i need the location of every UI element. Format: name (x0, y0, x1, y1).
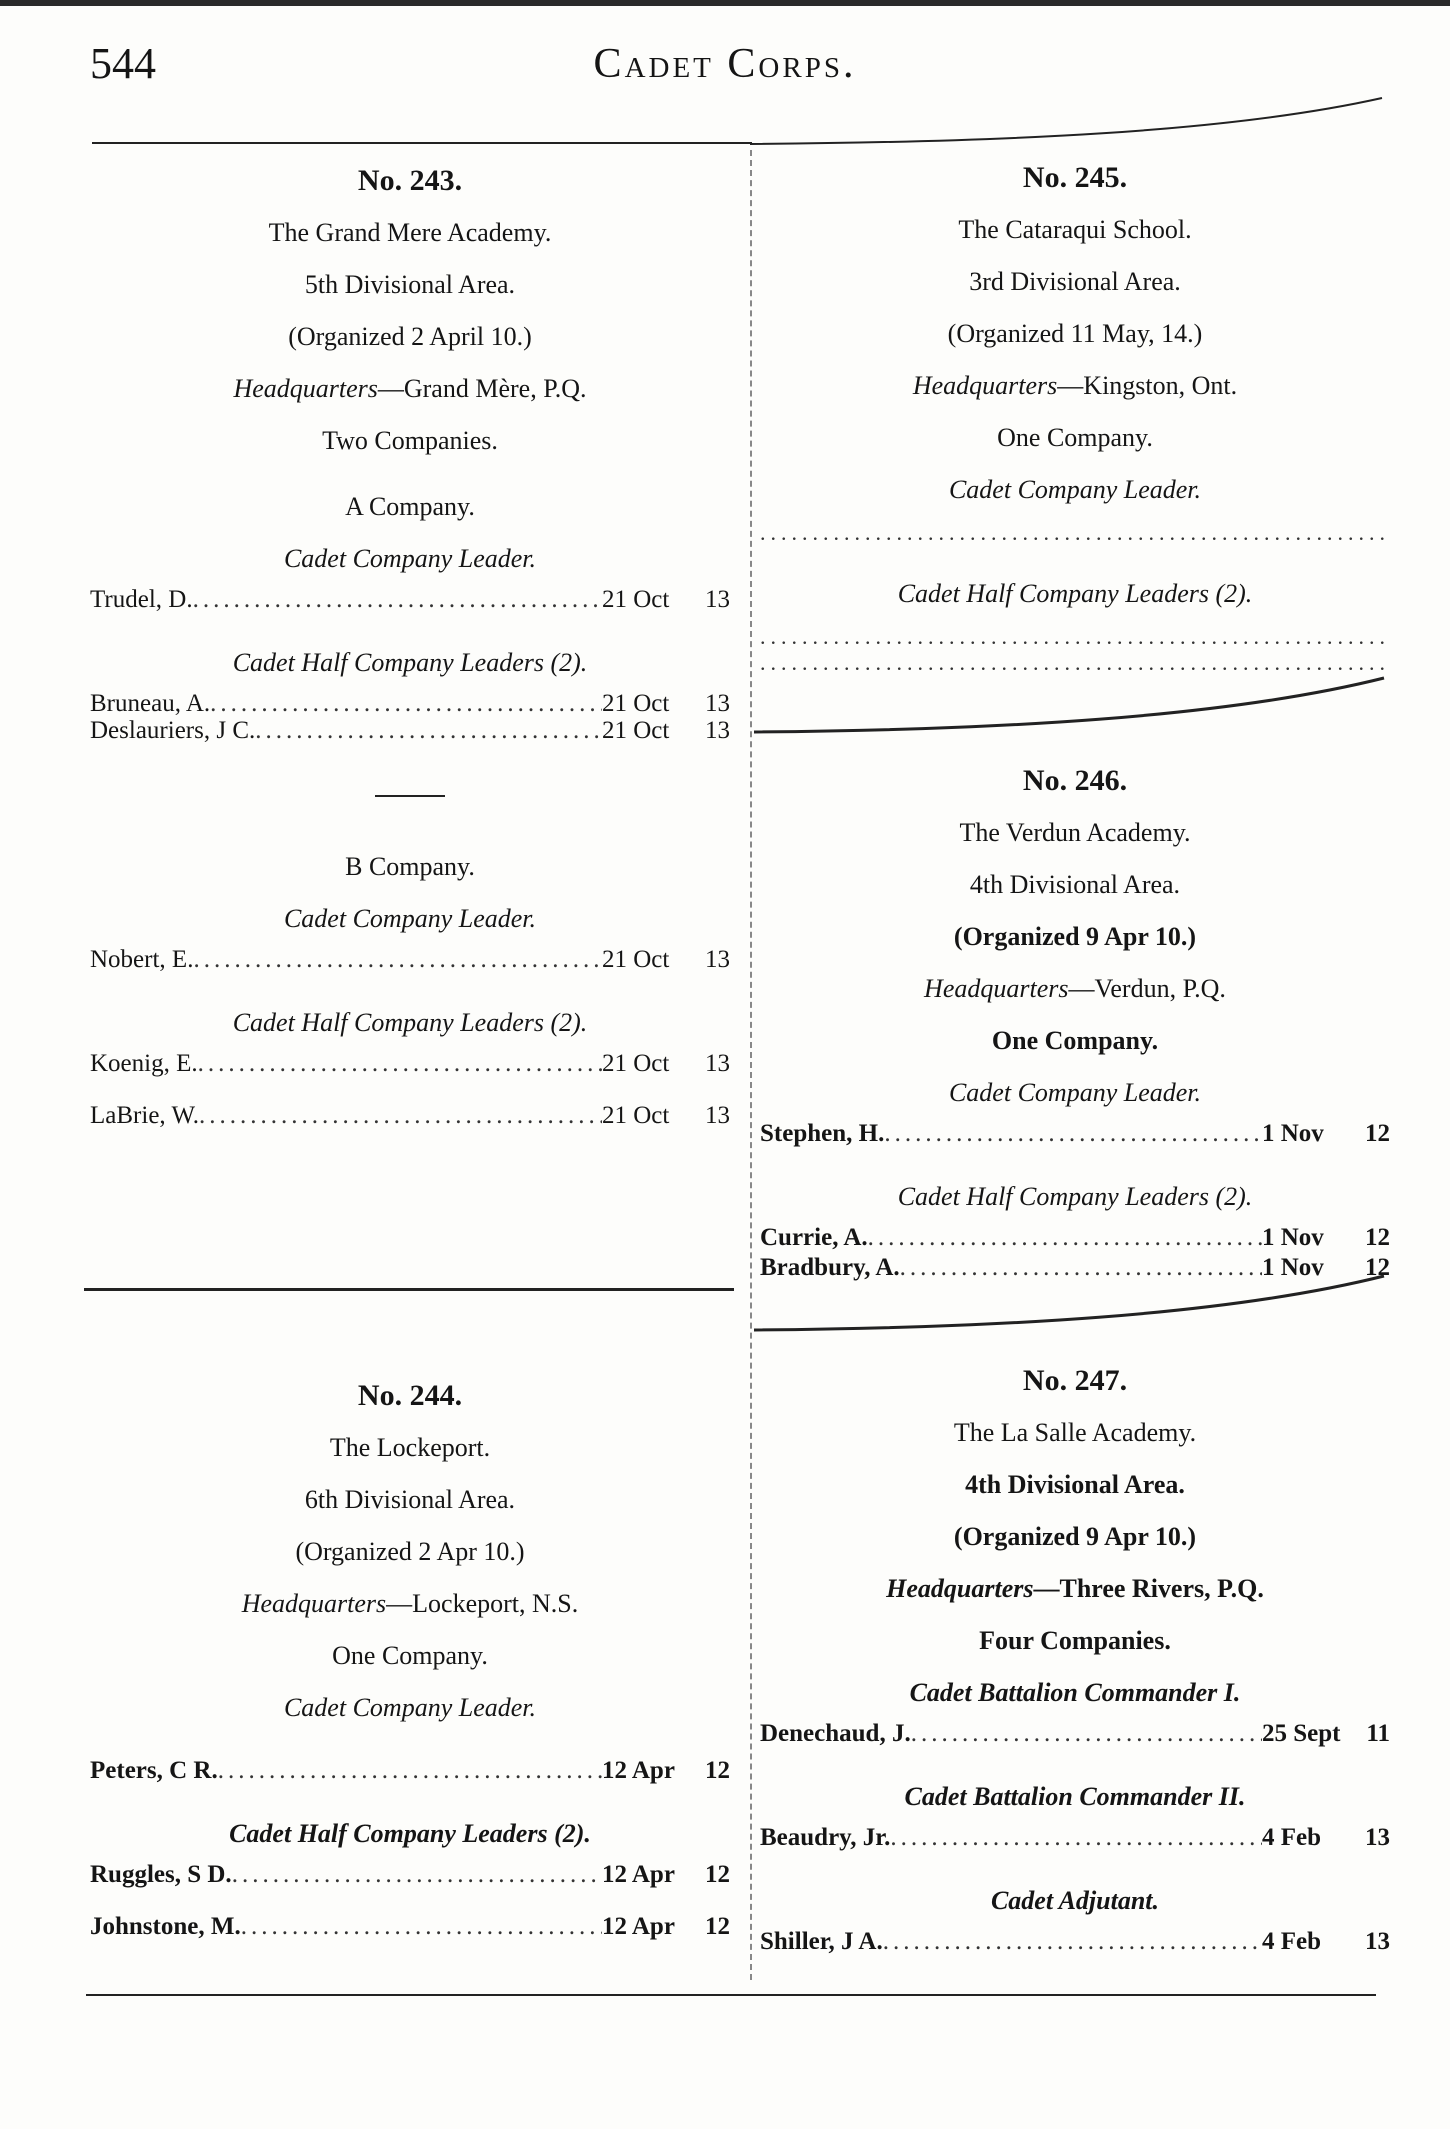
hq-value: —Three Rivers, P.Q. (1033, 1574, 1264, 1603)
hq-label: Headquarters (241, 1589, 387, 1618)
blank-dot-line (760, 624, 1390, 646)
unit-area: 3rd Divisional Area. (969, 267, 1181, 296)
leader-heading: Cadet Company Leader. (948, 475, 1202, 504)
unit-number: No. 243. (357, 164, 463, 197)
entry-date: 1 Nov (1262, 1254, 1324, 1281)
leader-heading: Cadet Company Leader. (283, 904, 537, 933)
entry-name: Trudel, D. (90, 586, 193, 613)
entry-year: 13 (705, 946, 730, 973)
battalion-commander-2-heading: Cadet Battalion Commander II. (904, 1782, 1246, 1811)
company-separator-rule (375, 795, 445, 797)
header-rule (92, 142, 752, 144)
top-edge-bar (0, 0, 1450, 6)
company-title: A Company. (345, 492, 475, 521)
entry-date: 12 Apr (602, 1757, 675, 1784)
section-rule (84, 1288, 734, 1291)
roster-entry (760, 1119, 1390, 1149)
half-leader-heading: Cadet Half Company Leaders (2). (232, 648, 588, 677)
entry-date: 1 Nov (1262, 1224, 1324, 1251)
blank-dot-line (760, 650, 1390, 672)
roster-entry (90, 689, 730, 719)
roster-entry (90, 945, 730, 975)
entry-year: 12 (1365, 1254, 1390, 1281)
company-title: B Company. (345, 852, 475, 881)
unit-247 (760, 1355, 1390, 1957)
column-divider (750, 150, 752, 1980)
entry-year: 13 (705, 1050, 730, 1077)
leader-heading: Cadet Company Leader. (283, 1693, 537, 1722)
running-head (0, 40, 1450, 88)
unit-organized: (Organized 2 Apr 10.) (295, 1537, 525, 1566)
entry-name: Stephen, H. (760, 1120, 885, 1147)
unit-number: No. 244. (357, 1379, 463, 1412)
entry-year: 11 (1366, 1720, 1390, 1747)
unit-245 (760, 152, 1390, 676)
entry-name: Deslauriers, J C. (90, 717, 256, 744)
hq-label: Headquarters (924, 974, 1069, 1003)
entry-date: 12 Apr (602, 1913, 675, 1940)
section-rule-curve (754, 670, 1394, 740)
hq-value: —Grand Mère, P.Q. (377, 374, 587, 403)
unit-headquarters (90, 1578, 730, 1630)
unit-area: 4th Divisional Area. (969, 870, 1181, 899)
section-rule-curve (754, 1268, 1394, 1338)
hq-value: —Verdun, P.Q. (1068, 974, 1226, 1003)
roster-entry (760, 1719, 1390, 1749)
unit-area: 5th Divisional Area. (304, 270, 516, 299)
unit-name: The Cataraqui School. (958, 215, 1192, 244)
blank-dot-line (760, 520, 1390, 542)
unit-organized: (Organized 9 Apr 10.) (953, 922, 1197, 951)
unit-243 (90, 155, 730, 1131)
unit-companies: One Company. (332, 1641, 488, 1670)
entry-date: 21 Oct (602, 1102, 670, 1129)
hq-label: Headquarters (912, 371, 1058, 400)
unit-companies: Two Companies. (322, 426, 498, 455)
adjutant-heading: Cadet Adjutant. (990, 1886, 1160, 1915)
entry-name: Bruneau, A. (90, 690, 211, 717)
entry-date: 4 Feb (1262, 1824, 1322, 1851)
roster-entry (90, 1860, 730, 1890)
roster-entry (90, 1912, 730, 1942)
entry-date: 21 Oct (602, 690, 670, 717)
unit-area: 6th Divisional Area. (304, 1485, 516, 1514)
unit-name: The Grand Mere Academy. (268, 218, 552, 247)
entry-name: Beaudry, Jr. (760, 1824, 891, 1851)
half-leader-heading: Cadet Half Company Leaders (2). (897, 1182, 1253, 1211)
entry-year: 13 (1365, 1824, 1390, 1851)
entry-date: 4 Feb (1262, 1928, 1322, 1955)
unit-organized: (Organized 9 Apr 10.) (953, 1522, 1197, 1551)
unit-organized: (Organized 11 May, 14.) (947, 319, 1203, 348)
roster-entry (90, 719, 730, 743)
hq-label: Headquarters (886, 1574, 1034, 1603)
roster-entry (90, 1049, 730, 1079)
unit-organized: (Organized 2 April 10.) (288, 322, 532, 351)
unit-headquarters (90, 363, 730, 415)
unit-area: 4th Divisional Area. (965, 1470, 1185, 1499)
running-head-initial-2: C (727, 41, 759, 87)
entry-name: Johnstone, M. (90, 1913, 241, 1940)
entry-year: 12 (705, 1757, 730, 1784)
entry-name: Nobert, E. (90, 946, 194, 973)
roster-entry (90, 1756, 730, 1786)
unit-name: The La Salle Academy. (953, 1418, 1197, 1447)
running-head-rest-1: adet (624, 41, 714, 87)
unit-number: No. 247. (1022, 1364, 1128, 1397)
entry-year: 13 (705, 690, 730, 717)
unit-number: No. 246. (1022, 764, 1128, 797)
entry-year: 13 (705, 1102, 730, 1129)
unit-headquarters (760, 1563, 1390, 1615)
entry-year: 12 (1365, 1120, 1390, 1147)
entry-name: Denechaud, J. (760, 1720, 911, 1747)
entry-year: 13 (1365, 1928, 1390, 1955)
roster-entry (90, 1101, 730, 1131)
entry-year: 12 (705, 1861, 730, 1888)
entry-name: Currie, A. (760, 1224, 868, 1251)
entry-name: Koenig, E. (90, 1050, 198, 1077)
hq-label: Headquarters (233, 374, 378, 403)
leader-heading: Cadet Company Leader. (948, 1078, 1202, 1107)
unit-244 (90, 1370, 730, 1942)
roster-entry (90, 585, 730, 615)
entry-date: 21 Oct (602, 1050, 670, 1077)
battalion-commander-1-heading: Cadet Battalion Commander I. (909, 1678, 1241, 1707)
entry-date: 25 Sept (1262, 1720, 1341, 1747)
roster-entry (760, 1823, 1390, 1853)
running-head-initial-1: C (593, 41, 625, 87)
leader-heading: Cadet Company Leader. (283, 544, 537, 573)
entry-date: 21 Oct (602, 586, 670, 613)
half-leader-heading: Cadet Half Company Leaders (2). (232, 1008, 588, 1037)
entry-date: 21 Oct (602, 946, 670, 973)
hq-value: —Kingston, Ont. (1057, 371, 1238, 400)
entry-name: Bradbury, A. (760, 1254, 900, 1281)
unit-number: No. 245. (1022, 161, 1128, 194)
unit-companies: One Company. (997, 423, 1153, 452)
bottom-rule (86, 1994, 1376, 1996)
entry-name: Shiller, J A. (760, 1928, 883, 1955)
entry-year: 13 (705, 717, 730, 744)
page-number: 544 (90, 39, 156, 88)
entry-year: 13 (705, 586, 730, 613)
entry-year: 12 (1365, 1224, 1390, 1251)
header-rule-curve (750, 92, 1390, 152)
half-leader-heading: Cadet Half Company Leaders (2). (229, 1819, 591, 1848)
unit-246 (760, 755, 1390, 1283)
entry-name: LaBrie, W. (90, 1102, 200, 1129)
entry-date: 1 Nov (1262, 1120, 1324, 1147)
unit-name: The Lockeport. (329, 1433, 491, 1462)
half-leader-heading: Cadet Half Company Leaders (2). (897, 579, 1253, 608)
roster-entry (760, 1223, 1390, 1253)
unit-name: The Verdun Academy. (959, 818, 1191, 847)
unit-headquarters (760, 360, 1390, 412)
roster-entry (760, 1927, 1390, 1957)
hq-value: —Lockeport, N.S. (386, 1589, 579, 1618)
entry-year: 12 (705, 1913, 730, 1940)
entry-name: Peters, C R. (90, 1757, 218, 1784)
entry-date: 12 Apr (602, 1861, 675, 1888)
unit-headquarters (760, 963, 1390, 1015)
unit-companies: Four Companies. (979, 1626, 1171, 1655)
entry-name: Ruggles, S D. (90, 1861, 232, 1888)
unit-companies: One Company. (991, 1026, 1159, 1055)
running-head-rest-2: orps. (758, 41, 857, 87)
entry-date: 21 Oct (602, 717, 670, 744)
